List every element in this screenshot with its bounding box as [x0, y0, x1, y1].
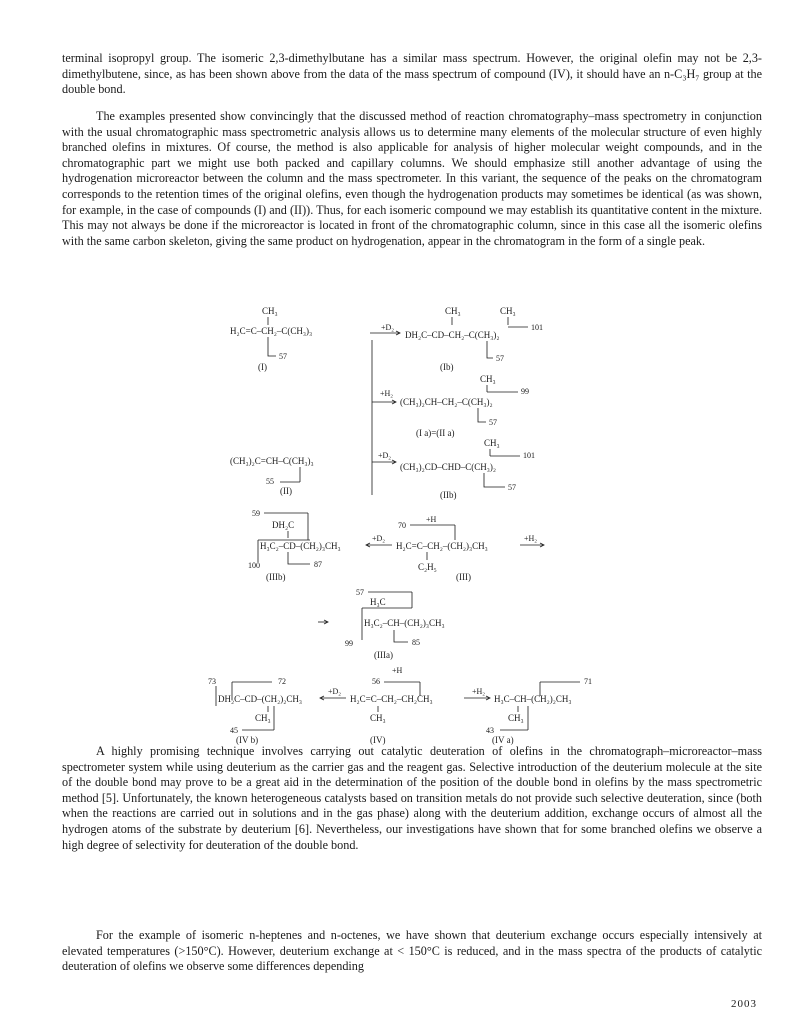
Ib-label: (Ib): [440, 362, 454, 372]
d2-label-4: +D₂: [328, 687, 342, 696]
IIIa-top: H₃C: [370, 597, 386, 607]
Ib-formula: DH₂C–CD–CH₂–C(CH₃)₂: [405, 330, 500, 340]
IV-ch3: CH₃: [370, 713, 386, 723]
IVb-ch3: CH₃: [255, 713, 271, 723]
I-frag: 57: [279, 352, 287, 361]
I-formula: H₂C=C–CH₂–C(CH₃)₃: [230, 326, 313, 336]
d2-label-3: +D₂: [372, 534, 386, 543]
Ia-frag1: 99: [521, 387, 529, 396]
III-frag: 70: [398, 521, 406, 530]
paragraph-2: The examples presented show convincingly that the discussed method of reaction chromatography–mass spectrometry in conjunction with the usual chromatographic mass spectrometric analysis allows us to determine many elements of the molecular structure of even highly branched olefins in mixtures. Of course, the method is also applicable for analysis of higher molecular weight compounds, and in the chromatographic part we might use both packed and capillary columns. We should emphasize still another advantage of using the hydrogenation microreactor between the column and the mass spectrometer. In this variant, the sequence of the peaks on the chromatogram corresponds to the retention times of the original olefins, even though the hydrogenation products may sometimes be identical (as was shown, for example, in the case of compounds (I) and (II)). Thus, for each isomeric compound we may establish its quantitative content in the mixture. This may not always be done if the microreactor is located in front of the chromatographic column, since in this case all the isomeric olefins with the same carbon skeleton, giving the same product on hydrogenation, appear in the chromatogram in the form of a single peak.: [62, 109, 762, 248]
III-h: +H: [426, 515, 437, 524]
paragraph-3: A highly promising technique involves carrying out catalytic deuteration of olefins in the chromatograph–microreactor–mass spectrometer system while using deuterium as the carrier gas and the reagent gas. Selective introduction of the deuterium molecule at the site of the double bond may prove to be a great aid in the determination of the position of the double bond in olefins by the mass spectrometric method [5]. Unfortunately, the known heterogeneous catalysts based on transition metals do not provide such selective deuteration, since (both when the reactions are carried out in solutions and in the gas phase) along with the deuterium addition, exchange occurs of almost all the hydrogen atoms of the substrate by deuterium [6]. Nevertheless, our investigations have shown that for some branched olefins we observe a high degree of selectivity for deuteration of the double bond.: [62, 744, 762, 852]
IVa-formula: H₃C–CH–(CH₂)₂CH₃: [494, 694, 572, 704]
IIIb-frag3: 87: [314, 560, 322, 569]
Ia-frag2: 57: [489, 418, 497, 427]
IV-label: (IV): [370, 735, 386, 745]
IIb-formula: (CH₃)₂CD–CHD–C(CH₃)₂: [400, 462, 497, 472]
IVb-frag1: 73: [208, 677, 216, 686]
d2-label-2: +D₂: [378, 451, 392, 460]
II-frag: 55: [266, 477, 274, 486]
II-formula: (CH₃)₂C=CH–C(CH₃)₃: [230, 456, 314, 466]
I-ch3: CH₃: [262, 306, 278, 316]
paragraph-4: For the example of isomeric n-heptenes and n-octenes, we have shown that deuterium exchange occurs especially intensively at elevated temperatures (>150°C). However, deuterium exchange at < 150°C is reduced, and in the mass spectra of the products of catalytic deuteration of olefins we observe some differences depending: [62, 928, 762, 974]
d2-label-1: +D₂: [381, 323, 395, 332]
IVa-ch3: CH₃: [508, 713, 524, 723]
IVa-frag2: 43: [486, 726, 494, 735]
IIIa-frag1: 57: [356, 588, 364, 597]
I-label: (I): [258, 362, 267, 372]
IVb-label: (IV b): [236, 735, 259, 745]
IVa-frag1: 71: [584, 677, 592, 686]
IVb-formula: DH₂C–CD–(CH₂)₂CH₃: [218, 694, 303, 704]
h2-label-3: +H₂: [472, 687, 486, 696]
IIIa-frag3: 85: [412, 638, 420, 647]
page-number: 2003: [731, 998, 757, 1010]
reaction-scheme: [0, 300, 807, 615]
IIb-frag2: 57: [508, 483, 516, 492]
Ib-frag2: 57: [496, 354, 504, 363]
IIIb-formula: H₃C₂–CD–(CH₂)₃CH₃: [260, 541, 341, 551]
Ia-formula: (CH₃)₂CH–CH₂–C(CH₃)₂: [400, 397, 493, 407]
Ia-ch3: CH₃: [480, 374, 496, 384]
IIb-ch3: CH₃: [484, 438, 500, 448]
Ib-frag1: 101: [531, 323, 543, 332]
Ib-ch3b: CH₃: [500, 306, 516, 316]
IIIa-frag2: 99: [345, 639, 353, 648]
IIb-label: (IIb): [440, 490, 457, 500]
III-formula: H₂C=C–CH₂–(CH₂)₃CH₃: [396, 541, 488, 551]
II-label: (II): [280, 486, 292, 496]
IIIb-frag1: 59: [252, 509, 260, 518]
III-sub: C₂H₅: [418, 562, 437, 572]
III-label: (III): [456, 572, 471, 582]
IIb-frag1: 101: [523, 451, 535, 460]
IVb-frag3: 45: [230, 726, 238, 735]
IV-frag: 56: [372, 677, 380, 686]
paragraph-1: terminal isopropyl group. The isomeric 2,3-dimethylbutane has a similar mass spectrum. However, the original olefin may not be 2,3-dimethylbutene, since, as has been shown above from the data of the mass spectrum of compound (IV), it should have an n-C₃H₇ group at the double bond.: [62, 51, 762, 97]
IIIb-label: (IIIb): [266, 572, 286, 582]
IIIb-frag2: 100: [248, 561, 260, 570]
Ib-ch3a: CH₃: [445, 306, 461, 316]
IIIb-top: DH₂C: [272, 520, 295, 530]
Ia-label: (I a)=(II a): [416, 428, 455, 438]
IIIa-label: (IIIa): [374, 650, 393, 660]
IV-formula: H₂C=C–CH₂–CH₂CH₃: [350, 694, 433, 704]
IVb-frag2: 72: [278, 677, 286, 686]
h2-label-1: +H₂: [380, 389, 394, 398]
IVa-label: (IV a): [492, 735, 514, 745]
h2-label-2: +H₂: [524, 534, 538, 543]
IV-h: +H: [392, 666, 403, 675]
IIIa-formula: H₃C₂–CH–(CH₂)₃CH₃: [364, 618, 445, 628]
reaction-scheme-lower: [0, 600, 807, 745]
